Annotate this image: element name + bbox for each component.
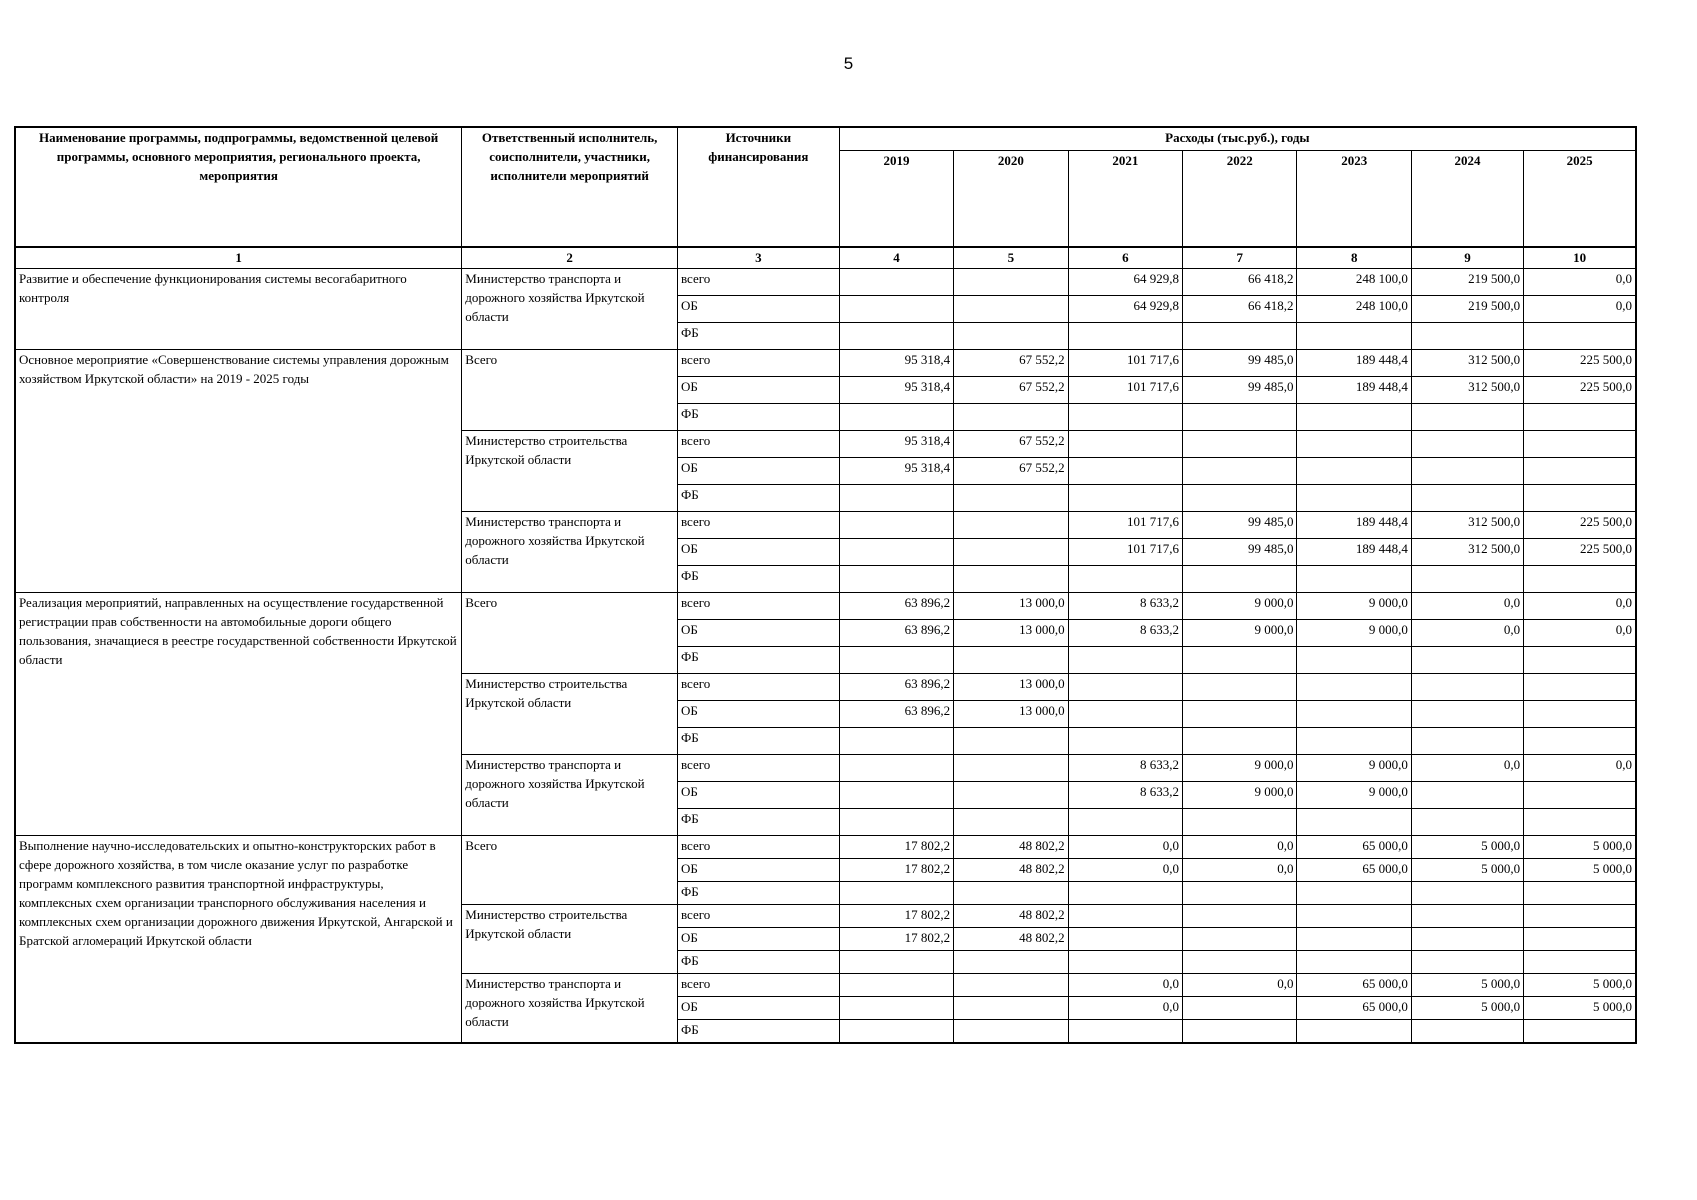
amount-cell: 101 717,6 — [1068, 512, 1182, 539]
amount-cell — [1524, 928, 1636, 951]
amount-cell: 101 717,6 — [1068, 350, 1182, 377]
amount-cell — [1183, 566, 1297, 593]
amount-cell — [839, 647, 953, 674]
amount-cell: 5 000,0 — [1524, 974, 1636, 997]
amount-cell — [1524, 485, 1636, 512]
funding-source-cell: всего — [677, 269, 839, 296]
funding-source-cell: ОБ — [677, 458, 839, 485]
amount-cell — [954, 882, 1068, 905]
amount-cell: 225 500,0 — [1524, 350, 1636, 377]
amount-cell: 0,0 — [1411, 755, 1523, 782]
amount-cell — [954, 809, 1068, 836]
amount-cell: 312 500,0 — [1411, 539, 1523, 566]
amount-cell: 9 000,0 — [1183, 593, 1297, 620]
amount-cell — [1183, 647, 1297, 674]
amount-cell — [1297, 431, 1411, 458]
amount-cell: 63 896,2 — [839, 674, 953, 701]
amount-cell — [954, 512, 1068, 539]
header-program-name: Наименование программы, подпрограммы, ведомственной целевой программы, основного мероприятия, регионального проекта, мероприятия — [15, 127, 462, 247]
amount-cell — [1183, 728, 1297, 755]
amount-cell: 65 000,0 — [1297, 859, 1411, 882]
amount-cell: 48 802,2 — [954, 928, 1068, 951]
amount-cell — [1297, 728, 1411, 755]
table-row — [15, 350, 1636, 377]
amount-cell — [1297, 809, 1411, 836]
header-year: 2020 — [954, 151, 1068, 247]
amount-cell — [1183, 674, 1297, 701]
amount-cell: 189 448,4 — [1297, 377, 1411, 404]
funding-source-cell: всего — [677, 905, 839, 928]
amount-cell — [1297, 485, 1411, 512]
amount-cell — [954, 997, 1068, 1020]
amount-cell: 8 633,2 — [1068, 782, 1182, 809]
amount-cell: 0,0 — [1524, 296, 1636, 323]
amount-cell — [839, 296, 953, 323]
amount-cell: 17 802,2 — [839, 928, 953, 951]
amount-cell: 99 485,0 — [1183, 539, 1297, 566]
amount-cell — [1411, 882, 1523, 905]
amount-cell — [1183, 882, 1297, 905]
amount-cell: 17 802,2 — [839, 836, 953, 859]
amount-cell: 67 552,2 — [954, 350, 1068, 377]
amount-cell: 5 000,0 — [1411, 974, 1523, 997]
amount-cell: 99 485,0 — [1183, 377, 1297, 404]
amount-cell: 225 500,0 — [1524, 512, 1636, 539]
amount-cell — [1411, 485, 1523, 512]
amount-cell — [1524, 728, 1636, 755]
amount-cell — [839, 882, 953, 905]
amount-cell — [1524, 647, 1636, 674]
amount-cell: 0,0 — [1068, 974, 1182, 997]
column-number: 1 — [15, 247, 462, 269]
amount-cell — [1524, 1020, 1636, 1044]
amount-cell — [1524, 882, 1636, 905]
amount-cell: 0,0 — [1411, 593, 1523, 620]
amount-cell: 225 500,0 — [1524, 377, 1636, 404]
amount-cell: 0,0 — [1183, 974, 1297, 997]
amount-cell — [1524, 951, 1636, 974]
amount-cell: 67 552,2 — [954, 431, 1068, 458]
amount-cell — [1411, 431, 1523, 458]
amount-cell: 101 717,6 — [1068, 377, 1182, 404]
amount-cell — [1068, 928, 1182, 951]
amount-cell — [1297, 566, 1411, 593]
amount-cell: 0,0 — [1068, 836, 1182, 859]
amount-cell — [1068, 882, 1182, 905]
header-funding-source: Источники финансирования — [677, 127, 839, 247]
amount-cell: 5 000,0 — [1524, 859, 1636, 882]
amount-cell — [1068, 404, 1182, 431]
amount-cell: 13 000,0 — [954, 620, 1068, 647]
amount-cell — [1068, 674, 1182, 701]
funding-source-cell: всего — [677, 350, 839, 377]
amount-cell — [1524, 782, 1636, 809]
amount-cell — [954, 951, 1068, 974]
amount-cell: 9 000,0 — [1183, 782, 1297, 809]
amount-cell: 48 802,2 — [954, 859, 1068, 882]
amount-cell — [1068, 728, 1182, 755]
amount-cell: 189 448,4 — [1297, 539, 1411, 566]
amount-cell — [1068, 809, 1182, 836]
header-executor: Ответственный исполнитель, соисполнители, участники, исполнители мероприятий — [462, 127, 678, 247]
amount-cell — [954, 782, 1068, 809]
amount-cell — [839, 728, 953, 755]
amount-cell — [954, 539, 1068, 566]
amount-cell: 0,0 — [1524, 593, 1636, 620]
funding-source-cell: ОБ — [677, 859, 839, 882]
header-year: 2019 — [839, 151, 953, 247]
amount-cell — [839, 512, 953, 539]
column-number: 4 — [839, 247, 953, 269]
funding-source-cell: всего — [677, 974, 839, 997]
amount-cell — [954, 485, 1068, 512]
funding-source-cell: ФБ — [677, 647, 839, 674]
amount-cell — [839, 809, 953, 836]
executor-cell: Всего — [462, 350, 678, 431]
amount-cell — [954, 755, 1068, 782]
amount-cell: 219 500,0 — [1411, 269, 1523, 296]
amount-cell — [1524, 431, 1636, 458]
amount-cell — [1068, 485, 1182, 512]
column-number: 7 — [1183, 247, 1297, 269]
amount-cell — [1297, 323, 1411, 350]
funding-source-cell: ОБ — [677, 296, 839, 323]
amount-cell: 8 633,2 — [1068, 593, 1182, 620]
amount-cell: 189 448,4 — [1297, 350, 1411, 377]
amount-cell: 95 318,4 — [839, 377, 953, 404]
amount-cell — [839, 755, 953, 782]
amount-cell — [1297, 647, 1411, 674]
amount-cell: 312 500,0 — [1411, 377, 1523, 404]
amount-cell — [1524, 674, 1636, 701]
amount-cell: 64 929,8 — [1068, 269, 1182, 296]
amount-cell: 13 000,0 — [954, 593, 1068, 620]
amount-cell: 48 802,2 — [954, 905, 1068, 928]
amount-cell: 9 000,0 — [1297, 782, 1411, 809]
amount-cell — [1524, 323, 1636, 350]
amount-cell: 219 500,0 — [1411, 296, 1523, 323]
amount-cell — [1297, 951, 1411, 974]
amount-cell — [839, 539, 953, 566]
amount-cell: 312 500,0 — [1411, 512, 1523, 539]
expenses-table — [14, 126, 1637, 1044]
amount-cell — [1183, 997, 1297, 1020]
header-year: 2023 — [1297, 151, 1411, 247]
amount-cell — [954, 323, 1068, 350]
funding-source-cell: ОБ — [677, 701, 839, 728]
amount-cell — [1183, 431, 1297, 458]
amount-cell — [954, 974, 1068, 997]
amount-cell — [1524, 809, 1636, 836]
amount-cell — [1524, 905, 1636, 928]
funding-source-cell: ФБ — [677, 323, 839, 350]
amount-cell: 17 802,2 — [839, 859, 953, 882]
amount-cell — [1183, 928, 1297, 951]
table-row — [15, 593, 1636, 620]
amount-cell — [954, 728, 1068, 755]
table-row — [15, 269, 1636, 296]
amount-cell: 67 552,2 — [954, 458, 1068, 485]
executor-cell: Министерство строительства Иркутской области — [462, 905, 678, 974]
amount-cell — [839, 485, 953, 512]
amount-cell: 63 896,2 — [839, 593, 953, 620]
amount-cell — [839, 566, 953, 593]
funding-source-cell: ФБ — [677, 882, 839, 905]
amount-cell: 0,0 — [1068, 859, 1182, 882]
amount-cell: 9 000,0 — [1183, 620, 1297, 647]
amount-cell: 48 802,2 — [954, 836, 1068, 859]
amount-cell — [1297, 928, 1411, 951]
amount-cell: 248 100,0 — [1297, 296, 1411, 323]
header-expenses: Расходы (тыс.руб.), годы — [839, 127, 1636, 151]
amount-cell — [1297, 458, 1411, 485]
amount-cell — [1068, 566, 1182, 593]
amount-cell: 0,0 — [1524, 755, 1636, 782]
amount-cell — [839, 404, 953, 431]
executor-cell: Министерство транспорта и дорожного хозяйства Иркутской области — [462, 755, 678, 836]
amount-cell — [1183, 1020, 1297, 1044]
funding-source-cell: ФБ — [677, 566, 839, 593]
amount-cell — [1183, 905, 1297, 928]
amount-cell: 65 000,0 — [1297, 997, 1411, 1020]
funding-source-cell: всего — [677, 836, 839, 859]
amount-cell — [1183, 323, 1297, 350]
amount-cell — [1297, 404, 1411, 431]
amount-cell — [839, 974, 953, 997]
amount-cell — [1411, 404, 1523, 431]
amount-cell — [839, 997, 953, 1020]
page-number: 5 — [843, 54, 854, 73]
amount-cell: 64 929,8 — [1068, 296, 1182, 323]
executor-cell: Министерство транспорта и дорожного хозяйства Иркутской области — [462, 269, 678, 350]
amount-cell — [1183, 701, 1297, 728]
header-year: 2025 — [1524, 151, 1636, 247]
funding-source-cell: ФБ — [677, 728, 839, 755]
amount-cell — [1411, 674, 1523, 701]
amount-cell: 63 896,2 — [839, 701, 953, 728]
amount-cell — [954, 1020, 1068, 1044]
amount-cell — [1411, 458, 1523, 485]
header-year: 2021 — [1068, 151, 1182, 247]
amount-cell — [1297, 1020, 1411, 1044]
amount-cell — [954, 647, 1068, 674]
amount-cell: 0,0 — [1183, 836, 1297, 859]
amount-cell: 9 000,0 — [1297, 620, 1411, 647]
funding-source-cell: ФБ — [677, 809, 839, 836]
amount-cell — [1411, 728, 1523, 755]
amount-cell: 101 717,6 — [1068, 539, 1182, 566]
amount-cell — [1068, 1020, 1182, 1044]
amount-cell — [1068, 458, 1182, 485]
amount-cell — [1297, 882, 1411, 905]
amount-cell — [1297, 674, 1411, 701]
amount-cell — [1183, 458, 1297, 485]
amount-cell — [1068, 701, 1182, 728]
funding-source-cell: ОБ — [677, 539, 839, 566]
amount-cell: 5 000,0 — [1411, 859, 1523, 882]
amount-cell: 95 318,4 — [839, 458, 953, 485]
executor-cell: Министерство строительства Иркутской области — [462, 431, 678, 512]
amount-cell — [1411, 905, 1523, 928]
amount-cell — [1411, 928, 1523, 951]
amount-cell: 0,0 — [1411, 620, 1523, 647]
amount-cell: 0,0 — [1183, 859, 1297, 882]
amount-cell — [839, 951, 953, 974]
funding-source-cell: всего — [677, 512, 839, 539]
header-year: 2024 — [1411, 151, 1523, 247]
amount-cell — [954, 404, 1068, 431]
program-name-cell: Выполнение научно-исследовательских и опытно-конструкторских работ в сфере дорожного хозяйства, в том числе оказание услуг по разработке программ комплексного развития транспортной инфраструктуры, комплексных схем организации транспорного обслуживания населения и комплексных схем организации дорожного движения Иркутской, Ангарской и Братской агломераций Иркутской области — [15, 836, 462, 1044]
amount-cell — [1183, 809, 1297, 836]
amount-cell — [1411, 323, 1523, 350]
column-number: 6 — [1068, 247, 1182, 269]
amount-cell — [1297, 701, 1411, 728]
amount-cell: 9 000,0 — [1183, 755, 1297, 782]
amount-cell: 8 633,2 — [1068, 620, 1182, 647]
funding-source-cell: ОБ — [677, 928, 839, 951]
amount-cell: 66 418,2 — [1183, 296, 1297, 323]
amount-cell: 0,0 — [1524, 620, 1636, 647]
amount-cell — [1068, 905, 1182, 928]
amount-cell — [1183, 404, 1297, 431]
amount-cell — [1411, 951, 1523, 974]
funding-source-cell: ФБ — [677, 404, 839, 431]
funding-source-cell: всего — [677, 593, 839, 620]
amount-cell — [1411, 701, 1523, 728]
funding-source-cell: ОБ — [677, 620, 839, 647]
amount-cell — [1524, 404, 1636, 431]
program-name-cell: Развитие и обеспечение функционирования системы весогабаритного контроля — [15, 269, 462, 350]
amount-cell — [954, 269, 1068, 296]
amount-cell — [1524, 701, 1636, 728]
amount-cell: 189 448,4 — [1297, 512, 1411, 539]
column-number: 10 — [1524, 247, 1636, 269]
funding-source-cell: ФБ — [677, 951, 839, 974]
amount-cell — [1411, 647, 1523, 674]
amount-cell: 13 000,0 — [954, 701, 1068, 728]
column-number: 5 — [954, 247, 1068, 269]
amount-cell: 225 500,0 — [1524, 539, 1636, 566]
amount-cell — [954, 566, 1068, 593]
program-name-cell: Основное мероприятие «Совершенствование системы управления дорожным хозяйством Иркутской области» на 2019 - 2025 годы — [15, 350, 462, 593]
executor-cell: Министерство транспорта и дорожного хозяйства Иркутской области — [462, 512, 678, 593]
amount-cell — [1411, 782, 1523, 809]
amount-cell — [839, 782, 953, 809]
amount-cell: 63 896,2 — [839, 620, 953, 647]
executor-cell: Министерство строительства Иркутской области — [462, 674, 678, 755]
amount-cell: 248 100,0 — [1297, 269, 1411, 296]
amount-cell: 0,0 — [1068, 997, 1182, 1020]
amount-cell: 95 318,4 — [839, 431, 953, 458]
amount-cell — [839, 269, 953, 296]
funding-source-cell: ОБ — [677, 377, 839, 404]
amount-cell: 9 000,0 — [1297, 755, 1411, 782]
amount-cell: 13 000,0 — [954, 674, 1068, 701]
funding-source-cell: ФБ — [677, 485, 839, 512]
amount-cell: 99 485,0 — [1183, 512, 1297, 539]
funding-source-cell: всего — [677, 755, 839, 782]
amount-cell: 5 000,0 — [1524, 836, 1636, 859]
amount-cell: 17 802,2 — [839, 905, 953, 928]
amount-cell: 9 000,0 — [1297, 593, 1411, 620]
funding-source-cell: ФБ — [677, 1020, 839, 1044]
amount-cell — [954, 296, 1068, 323]
amount-cell — [839, 1020, 953, 1044]
amount-cell: 8 633,2 — [1068, 755, 1182, 782]
amount-cell — [1183, 951, 1297, 974]
amount-cell: 0,0 — [1524, 269, 1636, 296]
amount-cell: 65 000,0 — [1297, 836, 1411, 859]
executor-cell: Министерство транспорта и дорожного хозяйства Иркутской области — [462, 974, 678, 1044]
amount-cell — [1524, 566, 1636, 593]
amount-cell: 65 000,0 — [1297, 974, 1411, 997]
column-number: 3 — [677, 247, 839, 269]
funding-source-cell: ОБ — [677, 997, 839, 1020]
amount-cell: 5 000,0 — [1411, 836, 1523, 859]
amount-cell: 66 418,2 — [1183, 269, 1297, 296]
amount-cell — [1068, 951, 1182, 974]
amount-cell — [839, 323, 953, 350]
amount-cell: 5 000,0 — [1411, 997, 1523, 1020]
executor-cell: Всего — [462, 836, 678, 905]
amount-cell: 99 485,0 — [1183, 350, 1297, 377]
amount-cell: 67 552,2 — [954, 377, 1068, 404]
amount-cell — [1068, 647, 1182, 674]
amount-cell — [1411, 809, 1523, 836]
funding-source-cell: всего — [677, 431, 839, 458]
funding-source-cell: ОБ — [677, 782, 839, 809]
amount-cell: 312 500,0 — [1411, 350, 1523, 377]
header-year: 2022 — [1183, 151, 1297, 247]
amount-cell — [1524, 458, 1636, 485]
amount-cell — [1183, 485, 1297, 512]
column-number: 8 — [1297, 247, 1411, 269]
amount-cell — [1411, 566, 1523, 593]
amount-cell — [1068, 431, 1182, 458]
executor-cell: Всего — [462, 593, 678, 674]
amount-cell: 95 318,4 — [839, 350, 953, 377]
amount-cell: 5 000,0 — [1524, 997, 1636, 1020]
column-number: 2 — [462, 247, 678, 269]
column-number: 9 — [1411, 247, 1523, 269]
table-row — [15, 836, 1636, 859]
amount-cell — [1411, 1020, 1523, 1044]
amount-cell — [1297, 905, 1411, 928]
program-name-cell: Реализация мероприятий, направленных на осуществление государственной регистрации прав собственности на автомобильные дороги общего пользования, значащиеся в реестре государственной собственности Иркутской области — [15, 593, 462, 836]
amount-cell — [1068, 323, 1182, 350]
funding-source-cell: всего — [677, 674, 839, 701]
